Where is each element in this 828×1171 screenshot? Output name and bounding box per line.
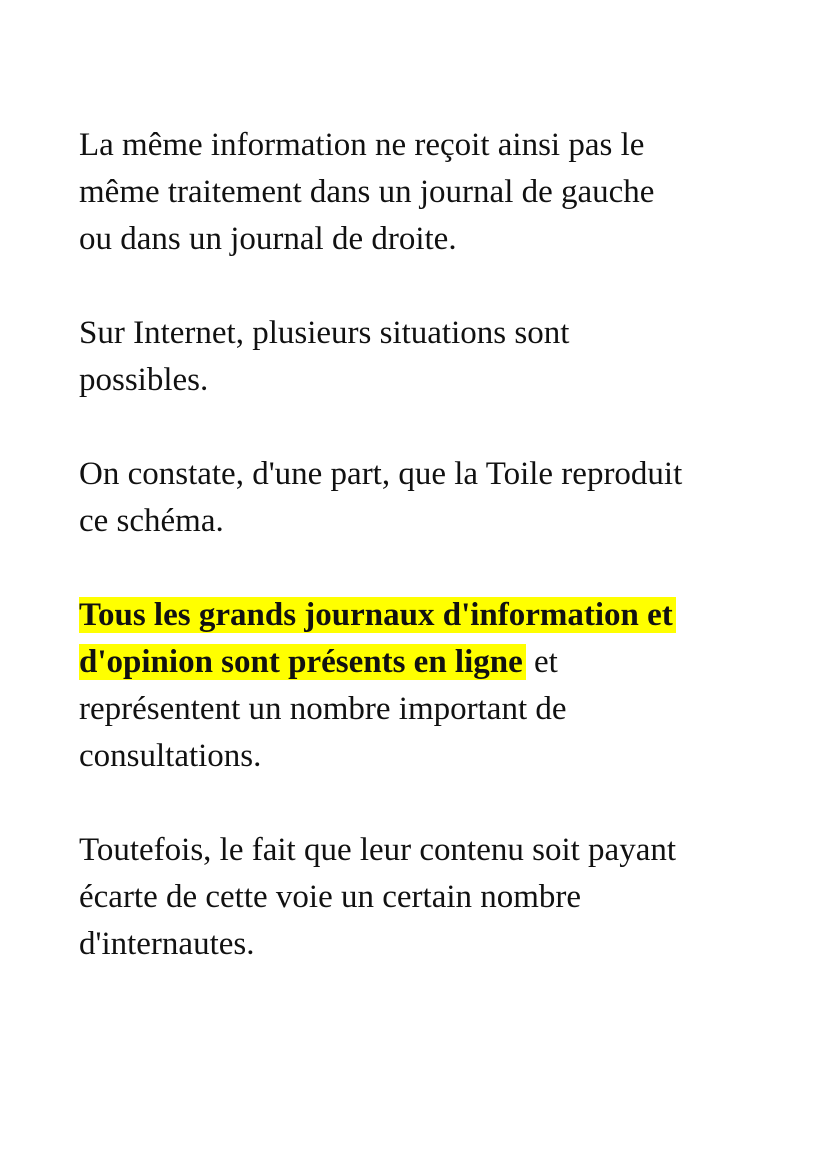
paragraph-line: ou dans un journal de droite. bbox=[79, 221, 457, 257]
paragraph-4 bbox=[79, 592, 779, 780]
plain-text: et bbox=[525, 644, 558, 680]
paragraph-line: représentent un nombre important de bbox=[79, 691, 567, 727]
paragraph-line: ce schéma. bbox=[79, 503, 224, 539]
paragraph-line: écarte de cette voie un certain nombre bbox=[79, 879, 582, 915]
paragraph-line: d'internautes. bbox=[79, 926, 255, 962]
paragraph-line: Sur Internet, plusieurs situations sont bbox=[79, 315, 570, 351]
paragraph-5 bbox=[79, 827, 779, 968]
highlighted-text: d'opinion sont présents en ligne bbox=[79, 644, 526, 680]
highlighted-text: Tous les grands journaux d'information et bbox=[79, 597, 676, 633]
paragraph-1 bbox=[79, 122, 779, 263]
paragraph-line bbox=[79, 639, 779, 686]
paragraph-line: possibles. bbox=[79, 362, 209, 398]
paragraph-3 bbox=[79, 451, 779, 545]
document-body bbox=[79, 122, 779, 1015]
paragraph-line: La même information ne reçoit ainsi pas le bbox=[79, 127, 645, 163]
paragraph-line bbox=[79, 592, 779, 639]
paragraph-2 bbox=[79, 310, 779, 404]
paragraph-line: consultations. bbox=[79, 738, 262, 774]
paragraph-line: Toutefois, le fait que leur contenu soit payant bbox=[79, 832, 677, 868]
paragraph-line: même traitement dans un journal de gauche bbox=[79, 174, 655, 210]
paragraph-line: On constate, d'une part, que la Toile reproduit bbox=[79, 456, 683, 492]
